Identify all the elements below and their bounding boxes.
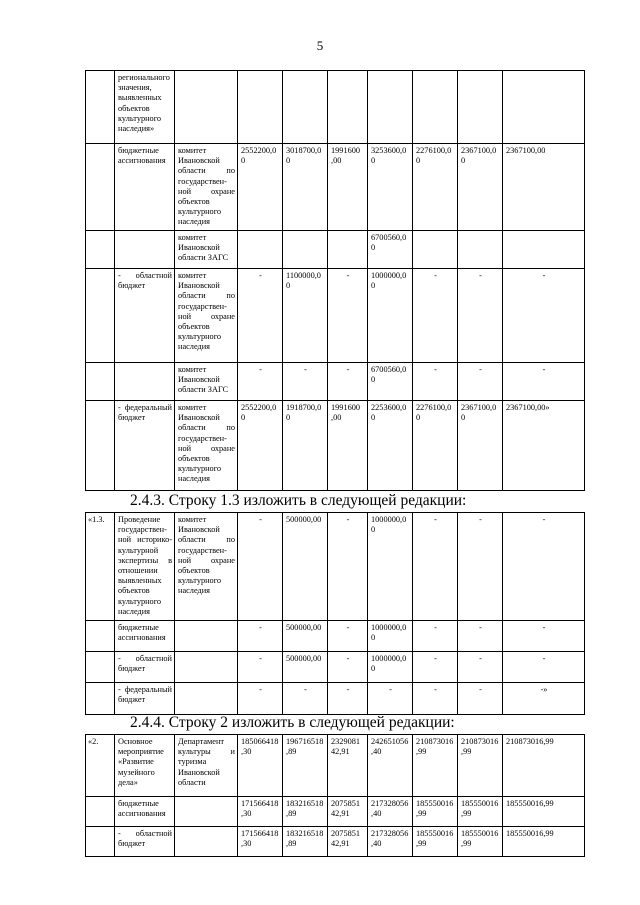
value-cell: 171566418 ,30 [238, 827, 283, 857]
row-name-cell: - областной бюджет [115, 827, 175, 857]
executor-cell [175, 621, 238, 652]
row-name-cell: - федеральный бюджет [115, 683, 175, 715]
page-number: 5 [316, 38, 324, 53]
budget-table-2 [85, 512, 585, 715]
value-cell: - [368, 683, 413, 715]
value-cell: 1000000,0 0 [368, 513, 413, 621]
value-cell: 217328056 ,40 [368, 827, 413, 857]
executor-cell: Департамент культуры и туризма Ивановской области [175, 735, 238, 797]
value-cell: - [458, 683, 503, 715]
value-cell: 2367100,0 0 [458, 144, 503, 231]
row-number-cell [86, 269, 115, 363]
executor-cell [175, 71, 238, 144]
value-cell: - [238, 513, 283, 621]
executor-cell: комитет Ивановской области по государствен-ной охране объектов культурного наследия [175, 269, 238, 363]
value-cell: 185550016 ,99 [458, 797, 503, 827]
row-number-cell [86, 683, 115, 715]
row-number-cell [86, 144, 115, 231]
row-number-cell: «2. [86, 735, 115, 797]
value-cell: - [328, 683, 368, 715]
executor-cell: комитет Ивановской области ЗАГС [175, 363, 238, 401]
value-cell [238, 231, 283, 269]
value-cell: 196716518 ,89 [283, 735, 328, 797]
value-cell: - [458, 513, 503, 621]
value-cell: 183216518 ,89 [283, 827, 328, 857]
executor-cell: комитет Ивановской области по государствен-ной охране объектов культурного наследия [175, 144, 238, 231]
value-cell: 2367100,00» [503, 401, 585, 491]
value-cell: - [413, 513, 458, 621]
value-cell: - [413, 363, 458, 401]
value-cell: 6700560,0 0 [368, 363, 413, 401]
value-cell [413, 231, 458, 269]
value-cell: 2075851 42,91 [328, 797, 368, 827]
value-cell: 1000000,0 0 [368, 652, 413, 683]
row-name-cell: - федеральный бюджет [115, 401, 175, 491]
row-number-cell: «1.3. [86, 513, 115, 621]
value-cell: - [458, 269, 503, 363]
row-number-cell [86, 71, 115, 144]
table-row [86, 231, 585, 269]
value-cell: - [413, 652, 458, 683]
value-cell: 183216518 ,89 [283, 797, 328, 827]
value-cell: 500000,00 [283, 513, 328, 621]
table-row [86, 652, 585, 683]
value-cell: 2329081 42,91 [328, 735, 368, 797]
value-cell: 217328056 ,40 [368, 797, 413, 827]
value-cell: 2276100,0 0 [413, 401, 458, 491]
row-number-cell [86, 363, 115, 401]
value-cell: 3253600,0 0 [368, 144, 413, 231]
row-number-cell [86, 652, 115, 683]
value-cell: 242651056 ,40 [368, 735, 413, 797]
value-cell: - [503, 621, 585, 652]
table-row [86, 363, 585, 401]
executor-cell [175, 652, 238, 683]
value-cell: 2552200,0 0 [238, 144, 283, 231]
row-name-cell: - областной бюджет [115, 269, 175, 363]
table-row [86, 735, 585, 797]
row-number-cell [86, 797, 115, 827]
value-cell: 2276100,0 0 [413, 144, 458, 231]
table-row [86, 71, 585, 144]
value-cell: - [413, 269, 458, 363]
row-name-cell: - областной бюджет [115, 652, 175, 683]
value-cell [283, 231, 328, 269]
table-row [86, 513, 585, 621]
table-row [86, 621, 585, 652]
executor-cell [175, 797, 238, 827]
row-name-cell: Проведение государствен-ной историко-культурной экспертизы в отношении выявленных объектов культурного наследия [115, 513, 175, 621]
value-cell [368, 71, 413, 144]
budget-table-1 [85, 70, 585, 491]
row-name-cell: регионального значения, выявленных объектов культурного наследия» [115, 71, 175, 144]
table-row [86, 269, 585, 363]
value-cell: 1991600 ,00 [328, 401, 368, 491]
section-heading-2-4-4: 2.4.4. Строку 2 изложить в следующей редакции: [130, 714, 455, 731]
value-cell [458, 231, 503, 269]
value-cell: - [283, 683, 328, 715]
value-cell [283, 71, 328, 144]
row-name-cell [115, 363, 175, 401]
value-cell: 1918700,0 0 [283, 401, 328, 491]
row-name-cell: Основное мероприятие «Развитие музейного дела» [115, 735, 175, 797]
executor-cell [175, 683, 238, 715]
value-cell: - [328, 513, 368, 621]
value-cell: - [238, 683, 283, 715]
value-cell: - [238, 269, 283, 363]
executor-cell: комитет Ивановской области по государствен-ной охране объектов культурного наследия [175, 401, 238, 491]
row-number-cell [86, 827, 115, 857]
value-cell: 185550016 ,99 [413, 797, 458, 827]
row-name-cell: бюджетные ассигнования [115, 621, 175, 652]
value-cell: - [328, 652, 368, 683]
table-row [86, 683, 585, 715]
row-name-cell: бюджетные ассигнования [115, 797, 175, 827]
value-cell: 210873016 ,99 [458, 735, 503, 797]
value-cell: - [283, 363, 328, 401]
value-cell: - [328, 269, 368, 363]
value-cell: 171566418 ,30 [238, 797, 283, 827]
value-cell: 1100000,0 0 [283, 269, 328, 363]
value-cell: - [458, 363, 503, 401]
value-cell: - [413, 683, 458, 715]
value-cell: 210873016 ,99 [413, 735, 458, 797]
value-cell: 185550016 ,99 [413, 827, 458, 857]
value-cell: 210873016,99 [503, 735, 585, 797]
value-cell: - [503, 269, 585, 363]
value-cell: 1991600 ,00 [328, 144, 368, 231]
value-cell: 2253600,0 0 [368, 401, 413, 491]
budget-table-3 [85, 734, 585, 857]
value-cell: 500000,00 [283, 652, 328, 683]
budget-table-2-body [86, 513, 585, 715]
row-number-cell [86, 621, 115, 652]
row-name-cell [115, 231, 175, 269]
section-heading-2-4-3: 2.4.3. Строку 1.3 изложить в следующей редакции: [130, 492, 467, 509]
value-cell: - [503, 363, 585, 401]
value-cell: - [238, 621, 283, 652]
table-row [86, 827, 585, 857]
value-cell: 2075851 42,91 [328, 827, 368, 857]
value-cell [503, 231, 585, 269]
value-cell: 3018700,0 0 [283, 144, 328, 231]
executor-cell: комитет Ивановской области ЗАГС [175, 231, 238, 269]
value-cell: - [458, 621, 503, 652]
value-cell: - [328, 621, 368, 652]
value-cell [238, 71, 283, 144]
value-cell: - [458, 652, 503, 683]
value-cell [328, 231, 368, 269]
value-cell: 1000000,0 0 [368, 269, 413, 363]
table-row [86, 797, 585, 827]
table-row [86, 401, 585, 491]
value-cell [503, 71, 585, 144]
value-cell: 6700560,0 0 [368, 231, 413, 269]
row-number-cell [86, 231, 115, 269]
table-row [86, 144, 585, 231]
value-cell [328, 71, 368, 144]
executor-cell: комитет Ивановской области по государствен-ной охране объектов культурного наследия [175, 513, 238, 621]
value-cell: 185550016 ,99 [458, 827, 503, 857]
value-cell: -» [503, 683, 585, 715]
value-cell: - [238, 652, 283, 683]
value-cell: 185550016,99 [503, 797, 585, 827]
value-cell: 2367100,0 0 [458, 401, 503, 491]
value-cell: 185066418 ,30 [238, 735, 283, 797]
value-cell: - [238, 363, 283, 401]
row-name-cell: бюджетные ассигнования [115, 144, 175, 231]
budget-table-1-body [86, 71, 585, 491]
value-cell: - [328, 363, 368, 401]
value-cell: - [413, 621, 458, 652]
value-cell: 2552200,0 0 [238, 401, 283, 491]
budget-table-3-body [86, 735, 585, 857]
value-cell: 500000,00 [283, 621, 328, 652]
value-cell: 1000000,0 0 [368, 621, 413, 652]
value-cell: - [503, 513, 585, 621]
value-cell: 2367100,00 [503, 144, 585, 231]
executor-cell [175, 827, 238, 857]
value-cell: - [503, 652, 585, 683]
value-cell [458, 71, 503, 144]
value-cell: 185550016,99 [503, 827, 585, 857]
row-number-cell [86, 401, 115, 491]
value-cell [413, 71, 458, 144]
